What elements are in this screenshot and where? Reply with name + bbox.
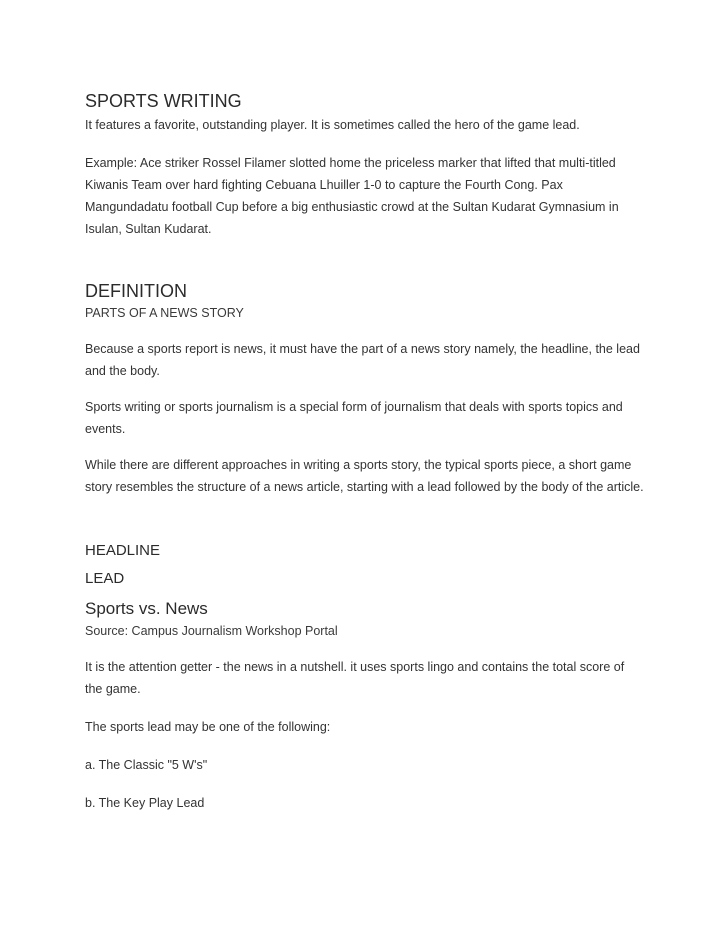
sports-vs-news-paragraph-1: It is the attention getter - the news in a nutshell. it uses sports lingo and contains the total score of the game. bbox=[85, 660, 625, 696]
sports-writing-example: Example: Ace striker Rossel Filamer slotted home the priceless marker that lifted that multi-titled Kiwanis Team over hard fighting Cebuana Lhuiller 1-0 to capture the Fourth Cong. Pax Mangundadatu football Cup before a big enthusiastic crowd at the Sultan Kudarat Gymnasium in Isulan, Sultan Kudarat. bbox=[85, 156, 619, 236]
definition-heading: DEFINITION bbox=[85, 281, 187, 301]
sports-writing-heading: SPORTS WRITING bbox=[85, 91, 242, 111]
definition-paragraph-3: While there are different approaches in writing a sports story, the typical sports piece, a short game story resembles the structure of a news article, starting with a lead followed by the body of the article. bbox=[85, 458, 644, 494]
headline-label-block bbox=[85, 541, 645, 561]
definition-paragraph-1: Because a sports report is news, it must have the part of a news story namely, the headline, the lead and the body. bbox=[85, 342, 640, 378]
sports-vs-news-heading: Sports vs. News bbox=[85, 599, 208, 618]
lead-label-block bbox=[85, 569, 645, 589]
sports-vs-news-paragraph-2: The sports lead may be one of the following: bbox=[85, 720, 331, 734]
source-line: Source: Campus Journalism Workshop Portal bbox=[85, 624, 338, 638]
lead-type-item-b: b. The Key Play Lead bbox=[85, 796, 205, 810]
definition-section bbox=[85, 280, 645, 498]
definition-paragraph-2: Sports writing or sports journalism is a special form of journalism that deals with sports topics and events. bbox=[85, 400, 623, 436]
sports-vs-news-section bbox=[85, 598, 645, 814]
headline-label: HEADLINE bbox=[85, 542, 161, 559]
lead-label: LEAD bbox=[85, 570, 125, 587]
sports-writing-intro: It features a favorite, outstanding player. It is sometimes called the hero of the game lead. bbox=[85, 118, 580, 132]
lead-type-item-a: a. The Classic "5 W's" bbox=[85, 758, 208, 772]
definition-subheading: PARTS OF A NEWS STORY bbox=[85, 306, 244, 320]
sports-writing-section bbox=[85, 90, 645, 240]
